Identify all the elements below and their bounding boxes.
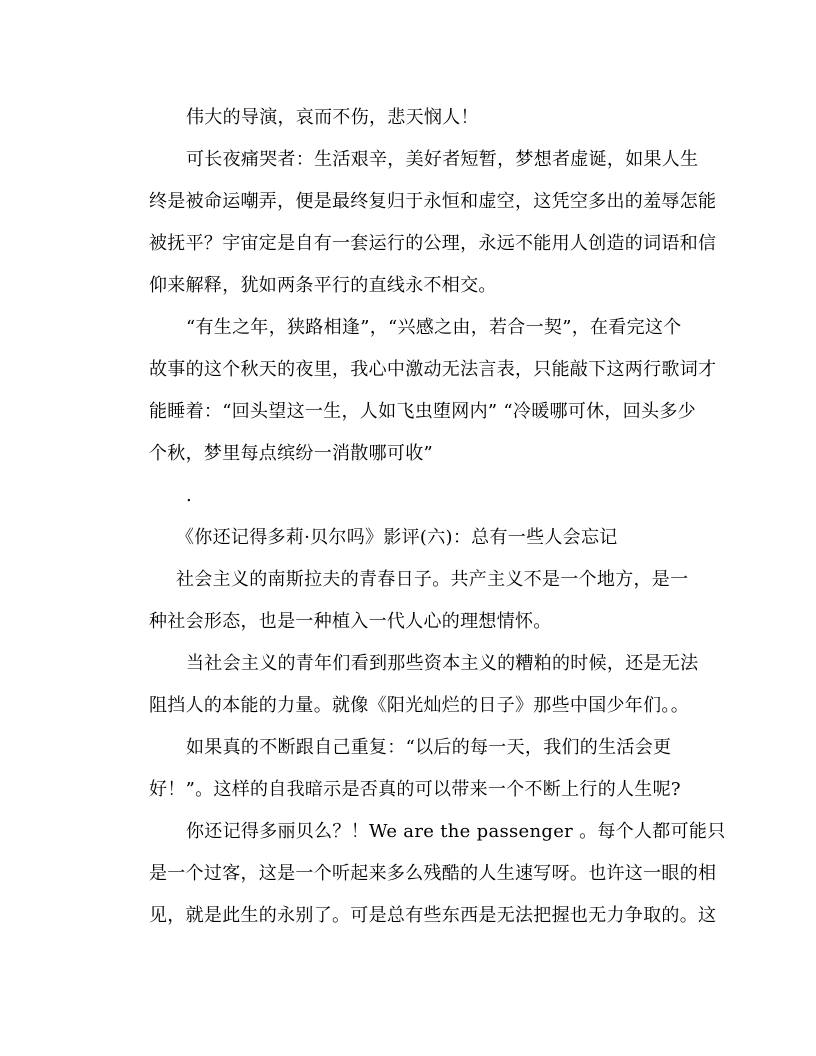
text-line-13: 种社会形态，也是一种植入一代人心的理想情怀。 [149, 611, 552, 632]
text-line-16: 如果真的不断跟自己重复：“以后的每一天，我们的生活会更 [186, 737, 672, 758]
text-line-3: 终是被命运嘲弄，便是最终复归于永恒和虚空，这凭空多出的羞辱怎能 [149, 191, 717, 212]
text-line-6: “有生之年，狭路相逢”，“兴感之由，若合一契”，在看完这个 [186, 317, 682, 338]
text-line-20: 见，就是此生的永别了。可是总有些东西是无法把握也无力争取的。这 [149, 905, 717, 926]
text-line-15: 阻挡人的本能的力量。就像《阳光灿烂的日子》那些中国少年们。。 [149, 695, 689, 716]
text-line-14: 当社会主义的青年们看到那些资本主义的糟粕的时候，还是无法 [186, 653, 699, 674]
text-line-12: 社会主义的南斯拉夫的青春日子。共产主义不是一个地方，是一 [176, 569, 689, 590]
text-line-2: 可长夜痛哭者：生活艰辛，美好者短暂，梦想者虚诞，如果人生 [186, 149, 699, 170]
review-heading: 《你还记得多莉·贝尔吗》影评(六)：总有一些人会忘记 [176, 527, 618, 548]
text-line-8: 能睡着：“回头望这一生，人如飞虫堕网内” “冷暖哪可休，回头多少 [149, 401, 696, 422]
text-line-9: 个秋，梦里每点缤纷一消散哪可收” [149, 443, 434, 464]
text-line-4: 被抚平？宇宙定是自有一套运行的公理，永远不能用人创造的词语和信 [149, 233, 717, 254]
text-line-17: 好！”。这样的自我暗示是否真的可以带来一个不断上行的人生呢? [149, 779, 681, 800]
text-line-1: 伟大的导演，哀而不伤，悲天悯人！ [186, 107, 479, 128]
text-line-10: . [186, 485, 193, 506]
text-line-7: 故事的这个秋天的夜里，我心中激动无法言表，只能敲下这两行歌词才 [149, 359, 717, 380]
text-line-18: 你还记得多丽贝么？！We are the passenger 。每个人都可能只 [186, 821, 726, 842]
text-line-5: 仰来解释，犹如两条平行的直线永不相交。 [149, 275, 497, 296]
text-line-19: 是一个过客，这是一个听起来多么残酷的人生速写呀。也许这一眼的相 [149, 863, 717, 884]
